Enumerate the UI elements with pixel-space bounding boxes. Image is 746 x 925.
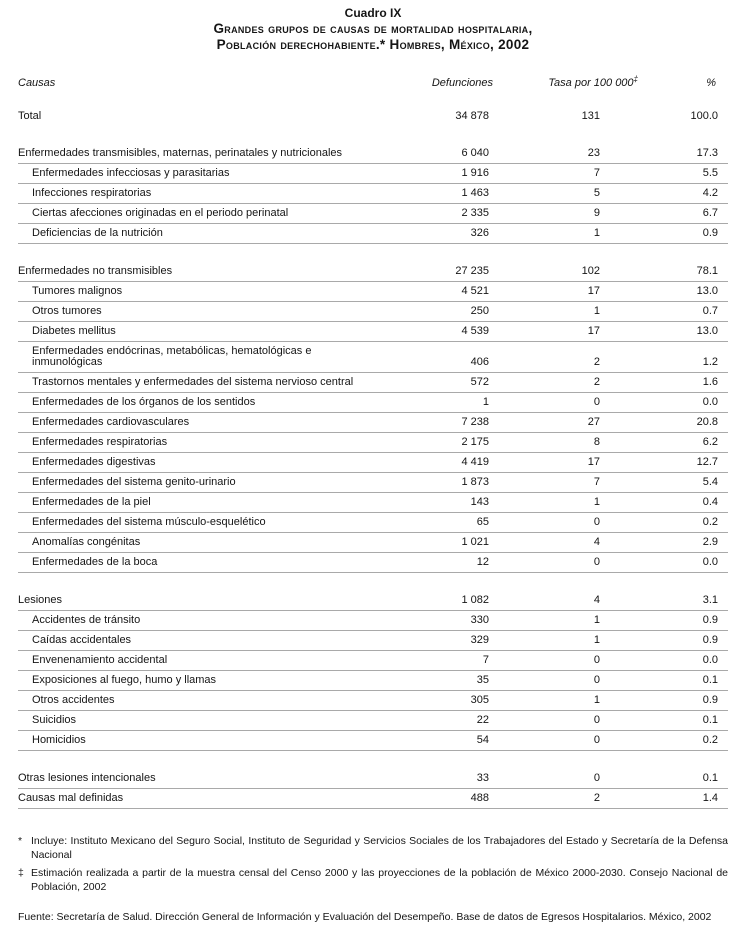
- cell-tasa: 1: [493, 691, 648, 711]
- cell-tasa: 0: [493, 393, 648, 413]
- cell-defunciones: 34 878: [455, 110, 489, 122]
- table-row: [18, 373, 728, 393]
- cell-defunciones: 7: [373, 651, 493, 671]
- cell-defunciones: 305: [373, 691, 493, 711]
- cell-percent: 1.4: [648, 789, 728, 809]
- cell-tasa: 9: [493, 204, 648, 224]
- cell-percent: 5.5: [648, 164, 728, 184]
- cell-percent: 0.9: [648, 691, 728, 711]
- footnote: [18, 835, 728, 862]
- cell-tasa: 2: [493, 789, 648, 809]
- cell-defunciones: 1 021: [373, 533, 493, 553]
- table-row: [18, 433, 728, 453]
- cell-tasa: 1: [493, 493, 648, 513]
- spacer-row: [18, 244, 728, 263]
- table-row: [18, 553, 728, 573]
- table-row: [18, 453, 728, 473]
- cell-causa: Exposiciones al fuego, humo y llamas: [18, 671, 373, 691]
- cell-defunciones: 22: [373, 711, 493, 731]
- table-row: [18, 769, 728, 789]
- cell-causa: Envenenamiento accidental: [18, 651, 373, 671]
- cell-percent: 13.0: [648, 322, 728, 342]
- cell-causa: Enfermedades del sistema músculo-esquelético: [18, 513, 373, 533]
- cell-defunciones: 1 916: [373, 164, 493, 184]
- table-row: [18, 533, 728, 553]
- cell-causa: Diabetes mellitus: [18, 322, 373, 342]
- cell-percent: 0.9: [648, 224, 728, 244]
- cell-causa: Otros tumores: [18, 302, 373, 322]
- cell-causa: Trastornos mentales y enfermedades del sistema nervioso central: [18, 373, 373, 393]
- cell-tasa: 1: [493, 224, 648, 244]
- cell-causa: Enfermedades de los órganos de los sentidos: [18, 393, 373, 413]
- cell-defunciones: 27 235: [373, 262, 493, 282]
- cell-causa: Enfermedades endócrinas, metabólicas, hematológicas e inmunológicas: [18, 342, 373, 373]
- col-header-tasa-label: Tasa por 100 000: [548, 77, 634, 89]
- cell-percent: 3.1: [648, 591, 728, 611]
- table-header-row: [18, 77, 728, 107]
- cell-percent: 2.9: [648, 533, 728, 553]
- cell-percent: 1.6: [648, 373, 728, 393]
- cell-tasa: 0: [493, 513, 648, 533]
- table-title-line1: Grandes grupos de causas de mortalidad hospitalaria,: [213, 21, 533, 36]
- cell-tasa: 2: [493, 342, 648, 373]
- table-body: [18, 107, 728, 809]
- cell-defunciones: 4 419: [373, 453, 493, 473]
- cell-tasa: 0: [493, 731, 648, 751]
- cell-defunciones: 572: [373, 373, 493, 393]
- footnote-text: Incluye: Instituto Mexicano del Seguro Social, Instituto de Seguridad y Servicios Sociales de los Trabajadores del Estado y Secretaría de la Defensa Nacional: [31, 835, 728, 861]
- cell-percent: 17.3: [648, 144, 728, 164]
- cell-tasa: 0: [493, 651, 648, 671]
- cell-tasa: 0: [493, 769, 648, 789]
- cell-percent: 20.8: [648, 413, 728, 433]
- col-header-tasa-marker: ‡: [633, 74, 638, 84]
- cell-percent: 0.9: [648, 631, 728, 651]
- cell-causa: Enfermedades de la boca: [18, 553, 373, 573]
- cell-percent: 4.2: [648, 184, 728, 204]
- cell-percent: 0.1: [648, 711, 728, 731]
- cell-percent: 0.7: [648, 302, 728, 322]
- table-row: [18, 184, 728, 204]
- table-row: [18, 342, 728, 373]
- table-number: Cuadro IX: [344, 6, 402, 20]
- table-row: [18, 473, 728, 493]
- cell-defunciones: 54: [373, 731, 493, 751]
- cell-defunciones: 330: [373, 611, 493, 631]
- cell-causa: Enfermedades digestivas: [18, 453, 373, 473]
- cell-percent: 1.2: [648, 342, 728, 373]
- cell-percent: 6.2: [648, 433, 728, 453]
- cell-defunciones: 65: [373, 513, 493, 533]
- cell-tasa: 2: [493, 373, 648, 393]
- cell-percent: 0.0: [648, 553, 728, 573]
- source-note: Fuente: Secretaría de Salud. Dirección General de Información y Evaluación del Desempeño. Base de datos de Egresos Hospitalarios. México, 2002: [18, 911, 712, 923]
- table-row: [18, 224, 728, 244]
- table-row: [18, 107, 728, 126]
- cell-causa: Enfermedades cardiovasculares: [18, 413, 373, 433]
- table-row: [18, 591, 728, 611]
- cell-tasa: 0: [493, 553, 648, 573]
- footnotes: [18, 835, 728, 894]
- cell-percent: 12.7: [648, 453, 728, 473]
- cell-percent: 5.4: [648, 473, 728, 493]
- cell-causa: Tumores malignos: [18, 282, 373, 302]
- cell-causa: Suicidios: [18, 711, 373, 731]
- cell-tasa: 102: [493, 262, 648, 282]
- table-row: [18, 322, 728, 342]
- cell-defunciones: 2 335: [373, 204, 493, 224]
- cell-percent: 100.0: [690, 110, 718, 122]
- cell-tasa: 27: [493, 413, 648, 433]
- cell-causa: Infecciones respiratorias: [18, 184, 373, 204]
- col-header-tasa: [493, 74, 648, 107]
- cell-causa: Otras lesiones intencionales: [18, 769, 373, 789]
- col-header-percent: %: [706, 77, 716, 89]
- cell-defunciones: 143: [373, 493, 493, 513]
- cell-percent: 78.1: [648, 262, 728, 282]
- cell-causa: Lesiones: [18, 591, 373, 611]
- table-title-line2: Población derechohabiente.* Hombres, México, 2002: [216, 37, 530, 52]
- table-row: [18, 413, 728, 433]
- cell-percent: 0.0: [648, 651, 728, 671]
- cell-tasa: 1: [493, 631, 648, 651]
- cell-percent: 0.2: [648, 513, 728, 533]
- spacer-row: [18, 573, 728, 592]
- cell-tasa: 1: [493, 302, 648, 322]
- cell-percent: 6.7: [648, 204, 728, 224]
- table-row: [18, 204, 728, 224]
- cell-defunciones: 7 238: [373, 413, 493, 433]
- cell-defunciones: 329: [373, 631, 493, 651]
- footnote-marker: ‡: [18, 867, 24, 879]
- table-row: [18, 789, 728, 809]
- cell-causa: Accidentes de tránsito: [18, 611, 373, 631]
- cell-causa: Enfermedades respiratorias: [18, 433, 373, 453]
- mortality-table: [18, 74, 728, 809]
- title-block: [18, 6, 728, 53]
- cell-tasa: 17: [493, 322, 648, 342]
- cell-tasa: 0: [493, 711, 648, 731]
- cell-defunciones: 1 873: [373, 473, 493, 493]
- table-row: [18, 631, 728, 651]
- cell-defunciones: 1: [373, 393, 493, 413]
- cell-percent: 0.1: [648, 769, 728, 789]
- cell-percent: 0.0: [648, 393, 728, 413]
- cell-tasa: 7: [493, 473, 648, 493]
- table-row: [18, 651, 728, 671]
- cell-percent: 0.1: [648, 671, 728, 691]
- cell-tasa: 131: [581, 110, 600, 122]
- table-row: [18, 493, 728, 513]
- cell-tasa: 1: [493, 611, 648, 631]
- footnote-marker: *: [18, 835, 23, 847]
- cell-causa: Total: [18, 110, 42, 122]
- table-row: [18, 282, 728, 302]
- table-row: [18, 711, 728, 731]
- cell-tasa: 17: [493, 453, 648, 473]
- cell-causa: Ciertas afecciones originadas en el periodo perinatal: [18, 204, 373, 224]
- cell-causa: Caídas accidentales: [18, 631, 373, 651]
- cell-defunciones: 2 175: [373, 433, 493, 453]
- cell-defunciones: 4 539: [373, 322, 493, 342]
- cell-causa: Enfermedades transmisibles, maternas, perinatales y nutricionales: [18, 144, 373, 164]
- table-row: [18, 671, 728, 691]
- cell-causa: Enfermedades infecciosas y parasitarias: [18, 164, 373, 184]
- table-row: [18, 513, 728, 533]
- cell-tasa: 7: [493, 164, 648, 184]
- cell-causa: Otros accidentes: [18, 691, 373, 711]
- cell-tasa: 0: [493, 671, 648, 691]
- cell-defunciones: 250: [373, 302, 493, 322]
- col-header-defunciones: Defunciones: [431, 77, 493, 89]
- cell-tasa: 4: [493, 533, 648, 553]
- col-header-causas: Causas: [18, 77, 56, 89]
- cell-percent: 0.9: [648, 611, 728, 631]
- table-row: [18, 302, 728, 322]
- cell-percent: 0.2: [648, 731, 728, 751]
- cell-causa: Enfermedades no transmisibles: [18, 262, 373, 282]
- cell-tasa: 17: [493, 282, 648, 302]
- footnote: [18, 867, 728, 894]
- cell-defunciones: 488: [373, 789, 493, 809]
- cell-defunciones: 1 082: [373, 591, 493, 611]
- cell-causa: Anomalías congénitas: [18, 533, 373, 553]
- cell-defunciones: 12: [373, 553, 493, 573]
- cell-causa: Causas mal definidas: [18, 789, 373, 809]
- table-row: [18, 691, 728, 711]
- table-row: [18, 144, 728, 164]
- spacer-row: [18, 126, 728, 144]
- cell-causa: Enfermedades de la piel: [18, 493, 373, 513]
- footnote-text: Estimación realizada a partir de la muestra censal del Censo 2000 y las proyecciones de la población de México 2000-2030. Consejo Nacional de Población, 2002: [31, 867, 728, 893]
- cell-causa: Deficiencias de la nutrición: [18, 224, 373, 244]
- table-row: [18, 164, 728, 184]
- cell-tasa: 5: [493, 184, 648, 204]
- table-row: [18, 262, 728, 282]
- cell-defunciones: 1 463: [373, 184, 493, 204]
- cell-tasa: 23: [493, 144, 648, 164]
- cell-defunciones: 33: [373, 769, 493, 789]
- table-row: [18, 731, 728, 751]
- table-row: [18, 393, 728, 413]
- cell-tasa: 4: [493, 591, 648, 611]
- spacer-row: [18, 751, 728, 770]
- cell-defunciones: 4 521: [373, 282, 493, 302]
- cell-tasa: 8: [493, 433, 648, 453]
- cell-percent: 13.0: [648, 282, 728, 302]
- cell-percent: 0.4: [648, 493, 728, 513]
- cell-defunciones: 6 040: [373, 144, 493, 164]
- cell-defunciones: 35: [373, 671, 493, 691]
- cell-defunciones: 406: [373, 342, 493, 373]
- table-row: [18, 611, 728, 631]
- cell-causa: Enfermedades del sistema genito-urinario: [18, 473, 373, 493]
- cell-defunciones: 326: [373, 224, 493, 244]
- cell-causa: Homicidios: [18, 731, 373, 751]
